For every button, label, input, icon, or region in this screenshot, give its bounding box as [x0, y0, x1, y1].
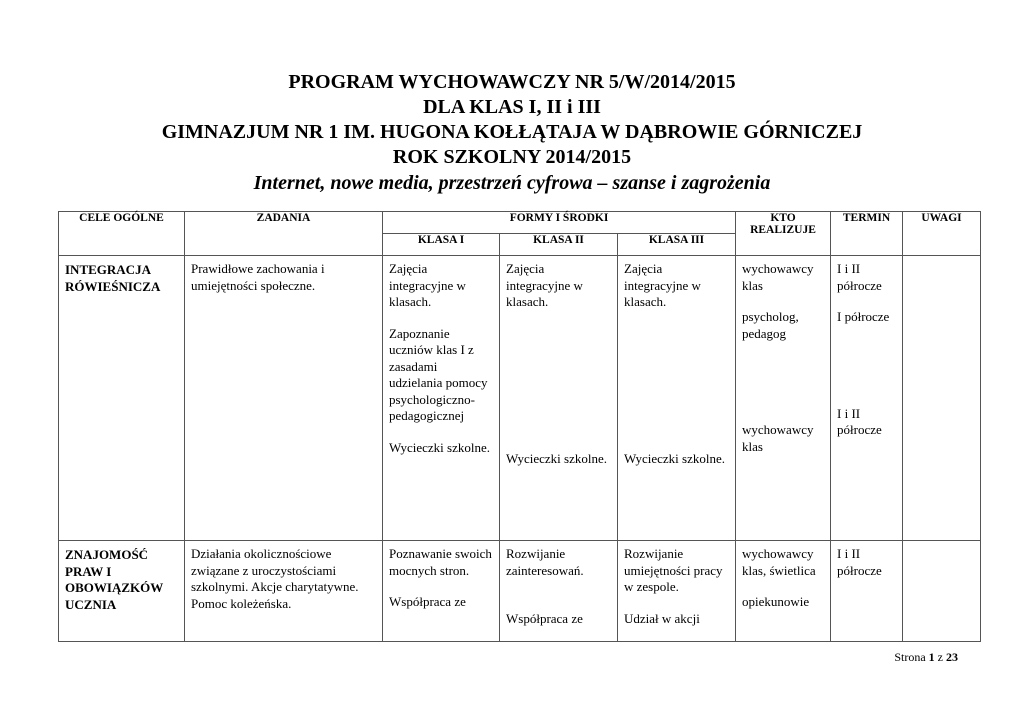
klasa1-entry: Zajęcia integracyjne w klasach. [389, 261, 466, 309]
footer-separator: z [937, 650, 943, 664]
classes-title: DLA KLAS I, II i III [423, 96, 601, 118]
table-row [59, 541, 981, 642]
task-cell: Działania okolicznościowe związane z uroczystościami szkolnymi. Akcje charytatywne. Pomoc koleżeńska. [191, 546, 359, 611]
termin-entry: I i II półrocze [837, 261, 882, 293]
klasa3-entry: Zajęcia integracyjne w klasach. [624, 261, 701, 309]
header-formy: FORMY I ŚRODKI [383, 212, 736, 234]
kto-entry: psycholog, pedagog [742, 309, 799, 341]
klasa3-entry: Wycieczki szkolne. [624, 450, 726, 466]
klasa2-entry: Współpraca ze [506, 611, 583, 626]
table-row [59, 256, 981, 541]
klasa3-entry: Rozwijanie umiejętności pracy w zespole. [624, 546, 723, 594]
task-cell: Prawidłowe zachowania i umiejętności społeczne. [191, 261, 325, 293]
header-kto: KTO REALIZUJE [736, 212, 831, 256]
page-footer [894, 650, 958, 665]
klasa3-entry: Udział w akcji [624, 610, 700, 626]
school-title: GIMNAZJUM NR 1 IM. HUGONA KOŁŁĄTAJA W DĄBROWIE GÓRNICZEJ [161, 121, 863, 143]
kto-entry: wychowawcy klas [742, 422, 814, 454]
program-table [58, 211, 981, 642]
theme-subtitle: Internet, nowe media, przestrzeń cyfrowa – szanse i zagrożenia [253, 172, 771, 194]
kto-entry: wychowawcy klas [742, 261, 814, 293]
termin-entry: I i II półrocze [837, 405, 882, 437]
goal-cell: ZNAJOMOŚĆ PRAW I OBOWIĄZKÓW UCZNIA [65, 547, 164, 612]
footer-total-pages: 23 [946, 650, 958, 664]
klasa1-entry: Wycieczki szkolne. [389, 439, 491, 455]
program-title: PROGRAM WYCHOWAWCZY NR 5/W/2014/2015 [288, 71, 736, 93]
klasa1-entry: Współpraca ze [389, 594, 466, 609]
klasa1-entry: Zapoznanie uczniów klas I z zasadami udzielania pomocy psychologiczno-pedagogicznej [389, 325, 488, 423]
klasa1-entry: Poznawanie swoich mocnych stron. [389, 546, 492, 578]
termin-entry: I i II półrocze [837, 546, 882, 578]
header-zadania: ZADANIA [185, 212, 383, 256]
termin-entry: I półrocze [837, 309, 890, 324]
kto-entry: wychowawcy klas, świetlica [742, 546, 816, 578]
uwagi-cell [903, 541, 981, 642]
footer-page-number: 1 [928, 650, 935, 664]
klasa2-entry: Wycieczki szkolne. [506, 450, 608, 466]
uwagi-cell [903, 256, 981, 541]
header-klasa-2: KLASA II [500, 234, 618, 256]
footer-prefix: Strona [894, 650, 926, 664]
kto-entry: opiekunowie [742, 594, 810, 609]
school-year-title: ROK SZKOLNY 2014/2015 [392, 146, 632, 168]
header-uwagi: UWAGI [903, 212, 981, 256]
klasa2-entry: Rozwijanie zainteresowań. [506, 546, 584, 578]
header-klasa-3: KLASA III [618, 234, 736, 256]
klasa2-entry: Zajęcia integracyjne w klasach. [506, 261, 583, 309]
header-termin: TERMIN [831, 212, 903, 256]
header-cele: CELE OGÓLNE [59, 212, 185, 256]
goal-cell: INTEGRACJA RÓWIEŚNICZA [65, 262, 161, 294]
header-klasa-1: KLASA I [383, 234, 500, 256]
